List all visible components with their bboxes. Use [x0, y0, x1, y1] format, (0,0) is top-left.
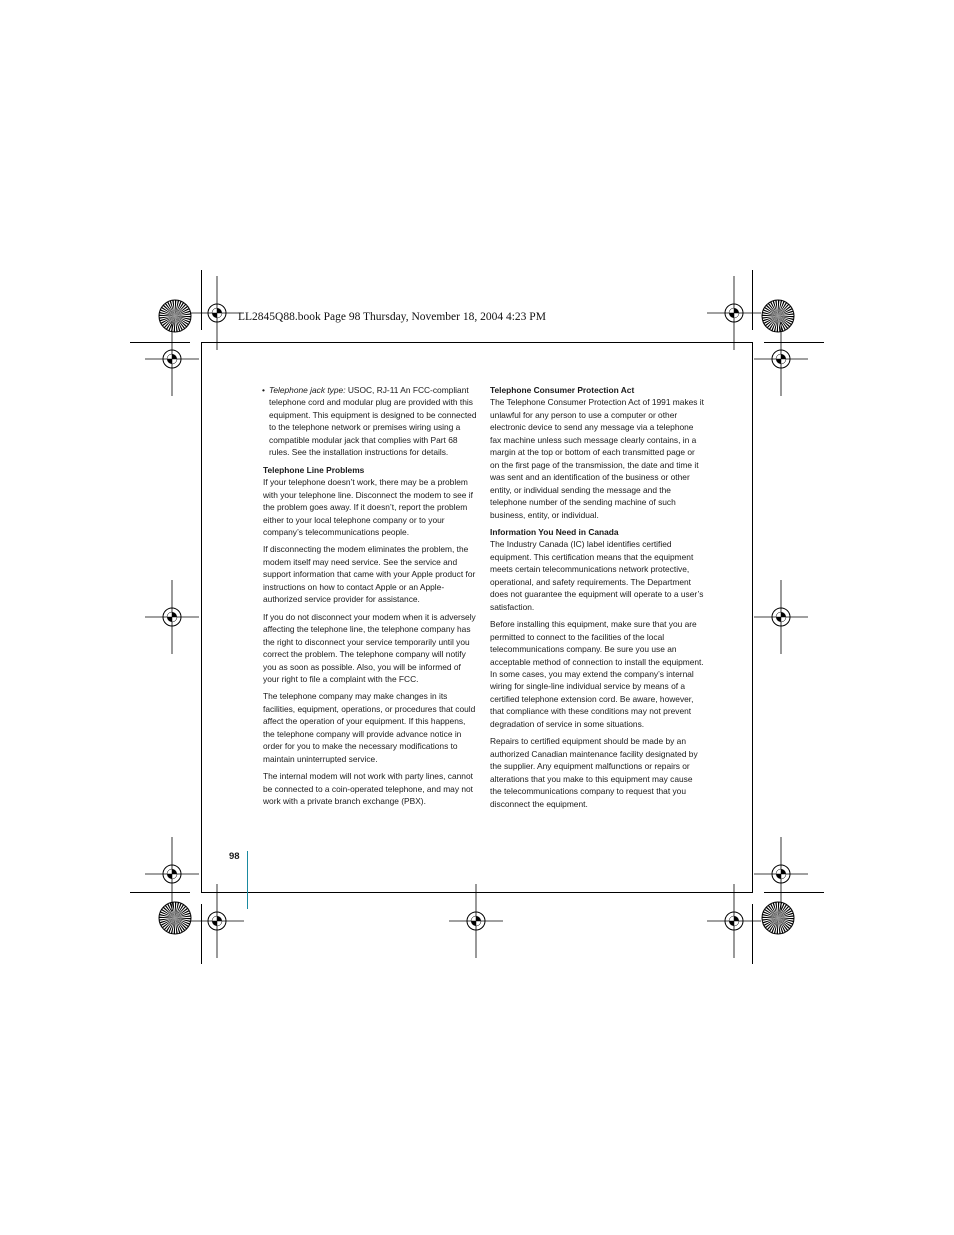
paragraph: The Telephone Consumer Protection Act of 1991 makes it unlawful for any person to use a computer or other electronic device to send any message via a telephone fax machine unless such message clearly contains, in a margin at the top or bottom of each transmitted page or on the first page of the transmission, the date and time it was sent and an identification of the business or other entity, or individual sending the message and the telephone number of the sending machine of such business, entity, or individual.: [490, 397, 704, 520]
paragraph: The internal modem will not work with party lines, cannot be connected to a coin-operated telephone, and may not work with a private branch exchange (PBX).: [263, 771, 473, 807]
section-heading: Information You Need in Canada: [490, 526, 619, 537]
registration-target-icon: [754, 837, 808, 911]
page-number-rule: [247, 851, 248, 909]
bullet-label: Telephone jack type:: [269, 385, 346, 395]
paragraph: The Industry Canada (IC) label identifies certified equipment. This certification means that the equipment meets certain telecommunications network protective, operational, and safety requirements. The Department does not guarantee the equipment will operate to a user’s satisfaction.: [490, 539, 704, 612]
paragraph: Before installing this equipment, make sure that you are permitted to connect to the facilities of the local telecommunications company. Be sure you use an acceptable method of connection to install the equipment. In some cases, you may extend the company’s internal wiring for single-line individual service by means of a certified telephone extension cord. Be aware, however, that compliance with these conditions may not prevent degradation of service in some situations.: [490, 619, 704, 729]
registration-target-icon: [145, 580, 199, 654]
left-column: [263, 384, 478, 813]
registration-target-icon: [145, 322, 199, 396]
right-column: [490, 384, 705, 815]
page-number: 98: [229, 851, 240, 862]
star-target-icon: [159, 902, 191, 934]
registration-target-icon: [145, 837, 199, 911]
paragraph: The telephone company may make changes in its facilities, equipment, operations, or procedures that could affect the operation of your equipment. If this happens, the telephone company will provide advance notice in order for you to make the necessary modifications to maintain uninterrupted service.: [263, 691, 476, 764]
star-target-icon: [762, 300, 794, 332]
star-target-icon: [762, 902, 794, 934]
registration-target-icon: [449, 884, 503, 958]
section-heading: Telephone Line Problems: [263, 464, 365, 475]
paragraph: If your telephone doesn’t work, there may be a problem with your telephone line. Disconnect the modem to see if the problem goes away. If it doesn’t, report the problem either to your local telephone company or to your company’s telecommunications people.: [263, 477, 473, 537]
registration-target-icon: [754, 322, 808, 396]
registration-target-icon: [190, 276, 244, 350]
section-heading: Telephone Consumer Protection Act: [490, 385, 635, 395]
file-slug: LL2845Q88.book Page 98 Thursday, November 18, 2004 4:23 PM: [238, 311, 546, 323]
star-target-icon: [159, 300, 191, 332]
registration-target-icon: [190, 884, 244, 958]
bullet-item: [263, 384, 478, 459]
registration-target-icon: [754, 580, 808, 654]
paragraph: Repairs to certified equipment should be made by an authorized Canadian maintenance facility designated by the supplier. Any equipment malfunctions or repairs or alterations that you make to this equipment may cause the telecommunications company to request that you disconnect the equipment.: [490, 736, 698, 809]
bullet-dot: •: [262, 385, 265, 395]
bullet-text: USOC, RJ-11 An FCC-compliant telephone cord and modular plug are provided with this equipment. This equipment is designed to be connected to the telephone network or premises wiring using a compatible modular jack that complies with Part 68 rules. See the installation instructions for details.: [269, 385, 477, 458]
paragraph: If disconnecting the modem eliminates the problem, the modem itself may need service. See the service and support information that came with your Apple product for instructions on how to contact Apple or an Apple-authorized service provider for assistance.: [263, 544, 476, 605]
paragraph: If you do not disconnect your modem when it is adversely affecting the telephone line, the telephone company has the right to disconnect your service temporarily until you correct the problem. The telephone company will notify you as soon as possible. Also, you will be informed of your right to file a complaint with the FCC.: [263, 611, 476, 684]
